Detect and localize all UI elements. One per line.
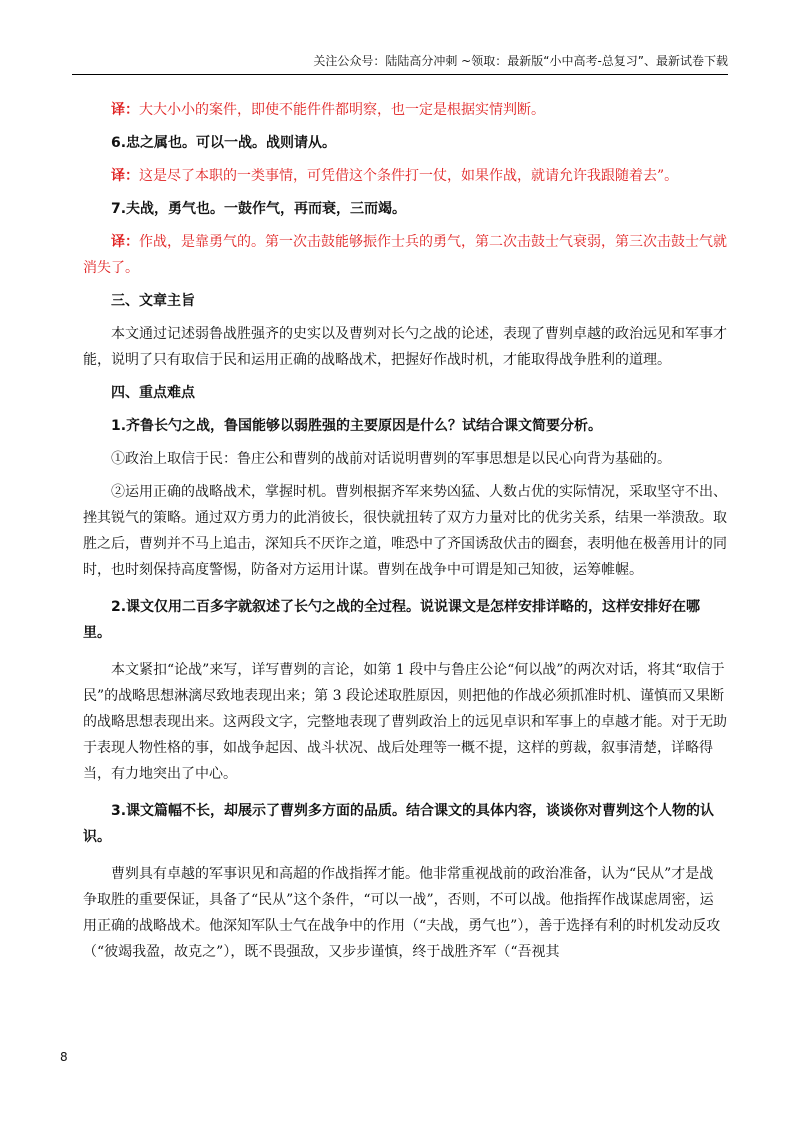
translation-label: 译： — [111, 102, 139, 118]
translation-line — [83, 97, 727, 123]
answer-1-point-1: ①政治上取信于民：鲁庄公和曹刿的战前对话说明曹刿的军事思想是以民心向背为基础的。 — [111, 451, 671, 467]
answer-2: 本文紧扣“论战”来写，详写曹刿的言论，如第 1 段中与鲁庄公论“何以战”的两次对话，将其“取信于民”的战略思想淋漓尽致地表现出来；第 3 段论述取胜原因，则把他的作战必须抓准时机、谨慎而又果断的战略思想表现出来。这两段文字，完整地表现了曹刿政治上的远见卓识和军事上的卓越才能。对于无助于表现人物性格的事，如战争起因、战斗状况、战后处理等一概不提，这样的剪裁，叙事清楚，详略得当，有力地突出了中心。 — [83, 662, 727, 782]
translation-label: 译： — [111, 234, 139, 250]
header-rule — [72, 74, 728, 75]
translation-line — [83, 163, 727, 189]
section-heading-keypoints: 四、重点难点 — [111, 385, 195, 401]
translation-text: 作战，是靠勇气的。第一次击鼓能够振作士兵的勇气，第二次击鼓士气衰弱，第三次击鼓士气就消失了。 — [83, 234, 727, 276]
translation-text: 大大小小的案件，即使不能件件都明察，也一定是根据实情判断。 — [139, 102, 545, 118]
source-sentence-7: 7.夫战，勇气也。一鼓作气，再而衰，三而竭。 — [111, 201, 407, 217]
translation-line — [83, 229, 727, 281]
page-header — [72, 52, 728, 72]
document-body — [83, 90, 727, 965]
translation-text: 这是尽了本职的一类事情，可凭借这个条件打一仗，如果作战，就请允许我跟随着去”。 — [139, 168, 679, 184]
source-sentence-6: 6.忠之属也。可以一战。战则请从。 — [111, 135, 337, 151]
theme-paragraph: 本文通过记述弱鲁战胜强齐的史实以及曹刿对长勺之战的论述，表现了曹刿卓越的政治远见和军事才能，说明了只有取信于民和运用正确的战略战术，把握好作战时机，才能取得战争胜利的道理。 — [83, 326, 727, 368]
answer-3: 曹刿具有卓越的军事识见和高超的作战指挥才能。他非常重视战前的政治准备，认为“民从”才是战争取胜的重要保证，具备了“民从”这个条件，“可以一战”，否则，不可以战。他指挥作战谋虑周密，运用正确的战略战术。他深知军队士气在战争中的作用（“夫战，勇气也”），善于选择有利的时机发动反攻（“彼竭我盈，故克之”），既不畏强敌，又步步谨慎，终于战胜齐军（“吾视其 — [83, 866, 721, 960]
answer-1-point-2: ②运用正确的战略战术，掌握时机。曹刿根据齐军来势凶猛、人数占优的实际情况，采取坚守不出、挫其锐气的策略。通过双方勇力的此消彼长，很快就扭转了双方力量对比的优劣关系，结果一举溃敌。取胜之后，曹刿并不马上追击，深知兵不厌诈之道，唯恐中了齐国诱敌伏击的圈套，表明他在极善用计的同时，也时刻保持高度警惕，防备对方运用计谋。曹刿在战争中可谓是知己知彼，运筹帷幄。 — [83, 484, 727, 578]
section-heading-theme: 三、文章主旨 — [111, 293, 195, 309]
question-3: 3.课文篇幅不长，却展示了曹刿多方面的品质。结合课文的具体内容，谈谈你对曹刿这个人物的认识。 — [83, 803, 715, 845]
header-text: 关注公众号：陆陆高分冲刺 ~领取：最新版“小中高考-总复习”、最新试卷下载 — [313, 54, 728, 68]
question-1: 1.齐鲁长勺之战，鲁国能够以弱胜强的主要原因是什么？试结合课文简要分析。 — [111, 418, 603, 434]
page-number: 8 — [60, 1050, 68, 1064]
question-2: 2.课文仅用二百多字就叙述了长勺之战的全过程。说说课文是怎样安排详略的，这样安排好在哪里。 — [83, 599, 701, 641]
translation-label: 译： — [111, 168, 139, 184]
